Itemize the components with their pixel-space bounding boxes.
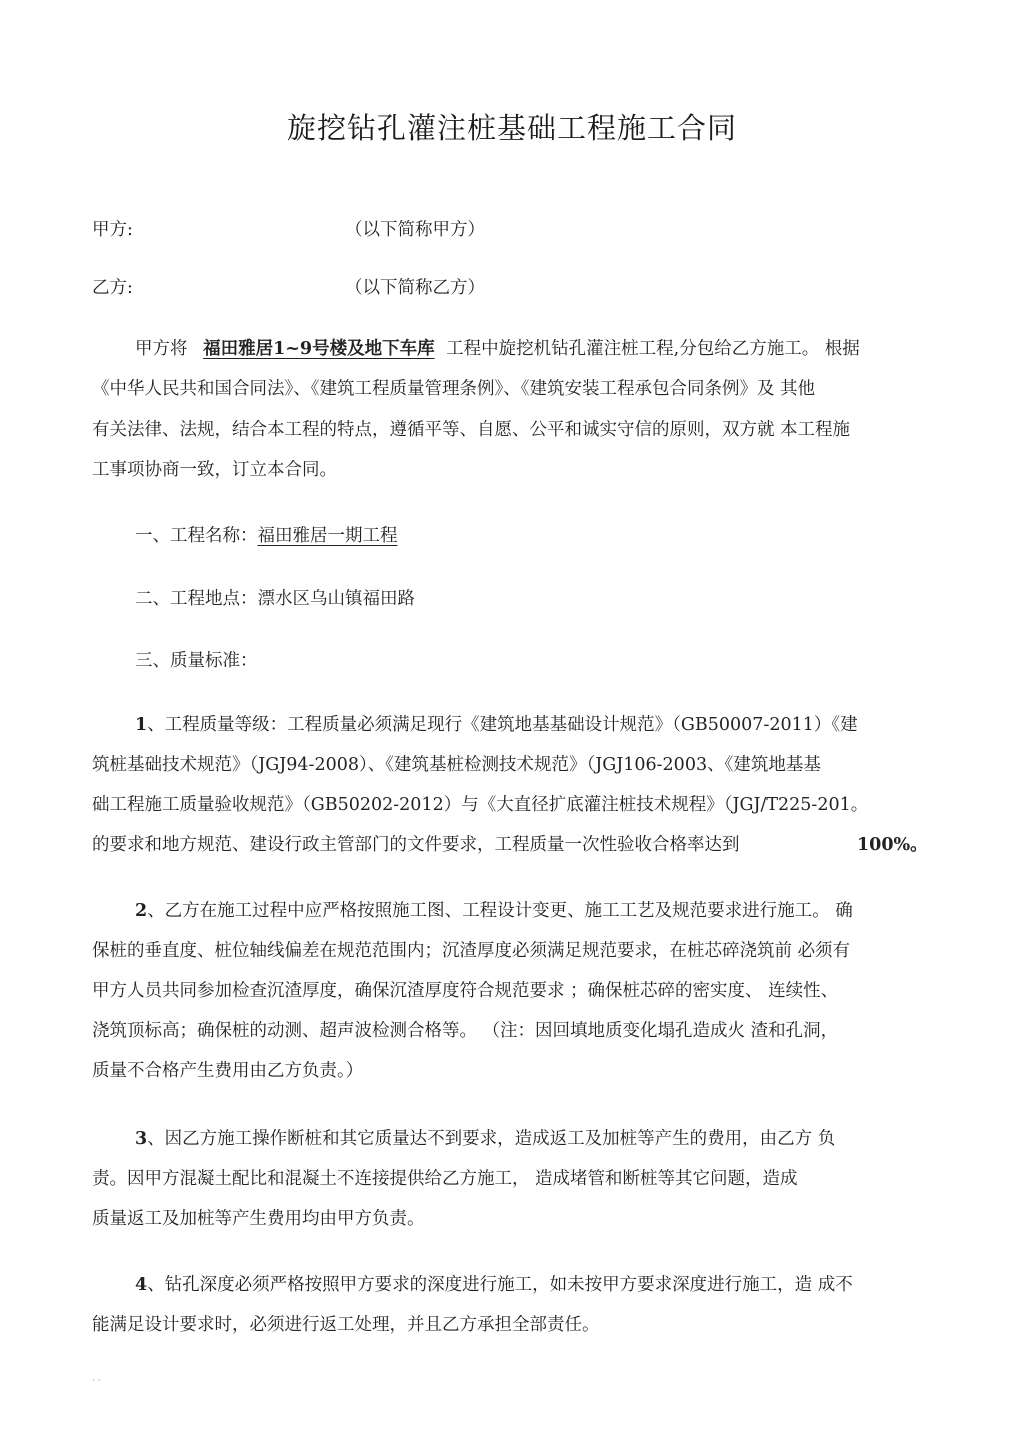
item-4-text-1: 、钻孔深度必须严格按照甲方要求的深度进行施工，如未按甲方要求深度进行施工，造 成不 (147, 1275, 853, 1295)
intro-line-1-rest: 工程中旋挖机钻孔灌注桩工程,分包给乙方施工。 根据 (446, 339, 860, 359)
item-1-text-4: 的要求和地方规范、建设行政主管部门的文件要求，工程质量一次性验收合格率达到 (92, 835, 740, 855)
section-quality-standard: 三、质量标准： (135, 651, 258, 671)
party-a-note: （以下简称甲方） (345, 220, 485, 240)
section-project-location (135, 580, 975, 618)
item-1-line-1 (135, 706, 975, 744)
item-3-text-1: 、因乙方施工操作断桩和其它质量达不到要求，造成返工及加桩等产生的费用，由乙方 负 (147, 1129, 836, 1149)
item-2-line-1 (135, 892, 975, 930)
item-1-pass-rate: 100%。 (857, 835, 928, 855)
item-2-number: 2 (135, 901, 148, 921)
section-2-label: 二、工程地点： (135, 589, 258, 609)
item-1-line-2: 筑桩基础技术规范》（JGJ94-2008）、《建筑基桩检测技术规范》（JGJ106-2003、《建筑地基基 (92, 755, 821, 775)
intro-line-4: 工事项协商一致，订立本合同。 (92, 460, 337, 480)
item-3-number: 3 (135, 1129, 148, 1149)
item-2-line-5: 质量不合格产生费用由乙方负责。） (92, 1061, 364, 1081)
section-1-value: 福田雅居一期工程 (257, 526, 398, 546)
item-1-number: 1 (135, 715, 148, 735)
intro-line-3: 有关法律、法规，结合本工程的特点，遵循平等、自愿、公平和诚实守信的原则，双方就 本工程施 (92, 420, 851, 440)
item-2-line-4: 浇筑顶标高；确保桩的动测、超声波检测合格等。 （注：因回填地质变化塌孔造成火 渣和孔洞， (92, 1021, 839, 1041)
item-3-line-1 (135, 1120, 975, 1158)
item-3-line-2: 责。因甲方混凝土配比和混凝土不连接提供给乙方施工， 造成堵管和断桩等其它问题，造成 (92, 1169, 798, 1189)
item-2-text-1: 、乙方在施工过程中应严格按照施工图、工程设计变更、施工工艺及规范要求进行施工。 确 (147, 901, 853, 921)
party-b-note: （以下简称乙方） (345, 278, 485, 298)
item-4-line-1 (135, 1266, 975, 1304)
item-1-line-4 (92, 826, 932, 864)
item-3-line-3: 质量返工及加桩等产生费用均由甲方负责。 (92, 1209, 425, 1229)
item-4-line-2: 能满足设计要求时，必须进行返工处理，并且乙方承担全部责任。 (92, 1315, 600, 1335)
party-b-label: 乙方: (92, 278, 133, 298)
item-4-number: 4 (135, 1275, 148, 1295)
intro-line-1 (135, 330, 975, 368)
item-1-text-1: 、工程质量等级：工程质量必须满足现行《建筑地基基础设计规范》（GB50007-2011）《建 (147, 715, 858, 735)
section-project-name (135, 517, 975, 555)
section-1-label: 一、工程名称： (135, 526, 258, 546)
intro-project-name: 福田雅居1~9号楼及地下车库 (203, 339, 435, 359)
item-1-line-3: 础工程施工质量验收规范》（GB50202-2012）与《大直径扩底灌注桩技术规程》（JGJ/T225-201。 (92, 795, 869, 815)
item-2-line-2: 保桩的垂直度、桩位轴线偏差在规范范围内；沉渣厚度必须满足规范要求，在桩芯碎浇筑前 必须有 (92, 941, 851, 961)
footer-mark: · · (92, 1376, 101, 1386)
section-2-value: 漂水区乌山镇福田路 (257, 589, 415, 609)
intro-line-2: 《中华人民共和国合同法》、《建筑工程质量管理条例》、《建筑安装工程承包合同条例》及 其他 (92, 379, 816, 399)
item-2-line-3: 甲方人员共同参加检查沉渣厚度，确保沉渣厚度符合规范要求 ；确保桩芯碎的密实度、 连续性、 (92, 981, 839, 1001)
party-a-label: 甲方: (92, 220, 133, 240)
document-title: 旋挖钻孔灌注桩基础工程施工合同 (286, 111, 737, 145)
intro-prefix: 甲方将 (135, 339, 188, 359)
